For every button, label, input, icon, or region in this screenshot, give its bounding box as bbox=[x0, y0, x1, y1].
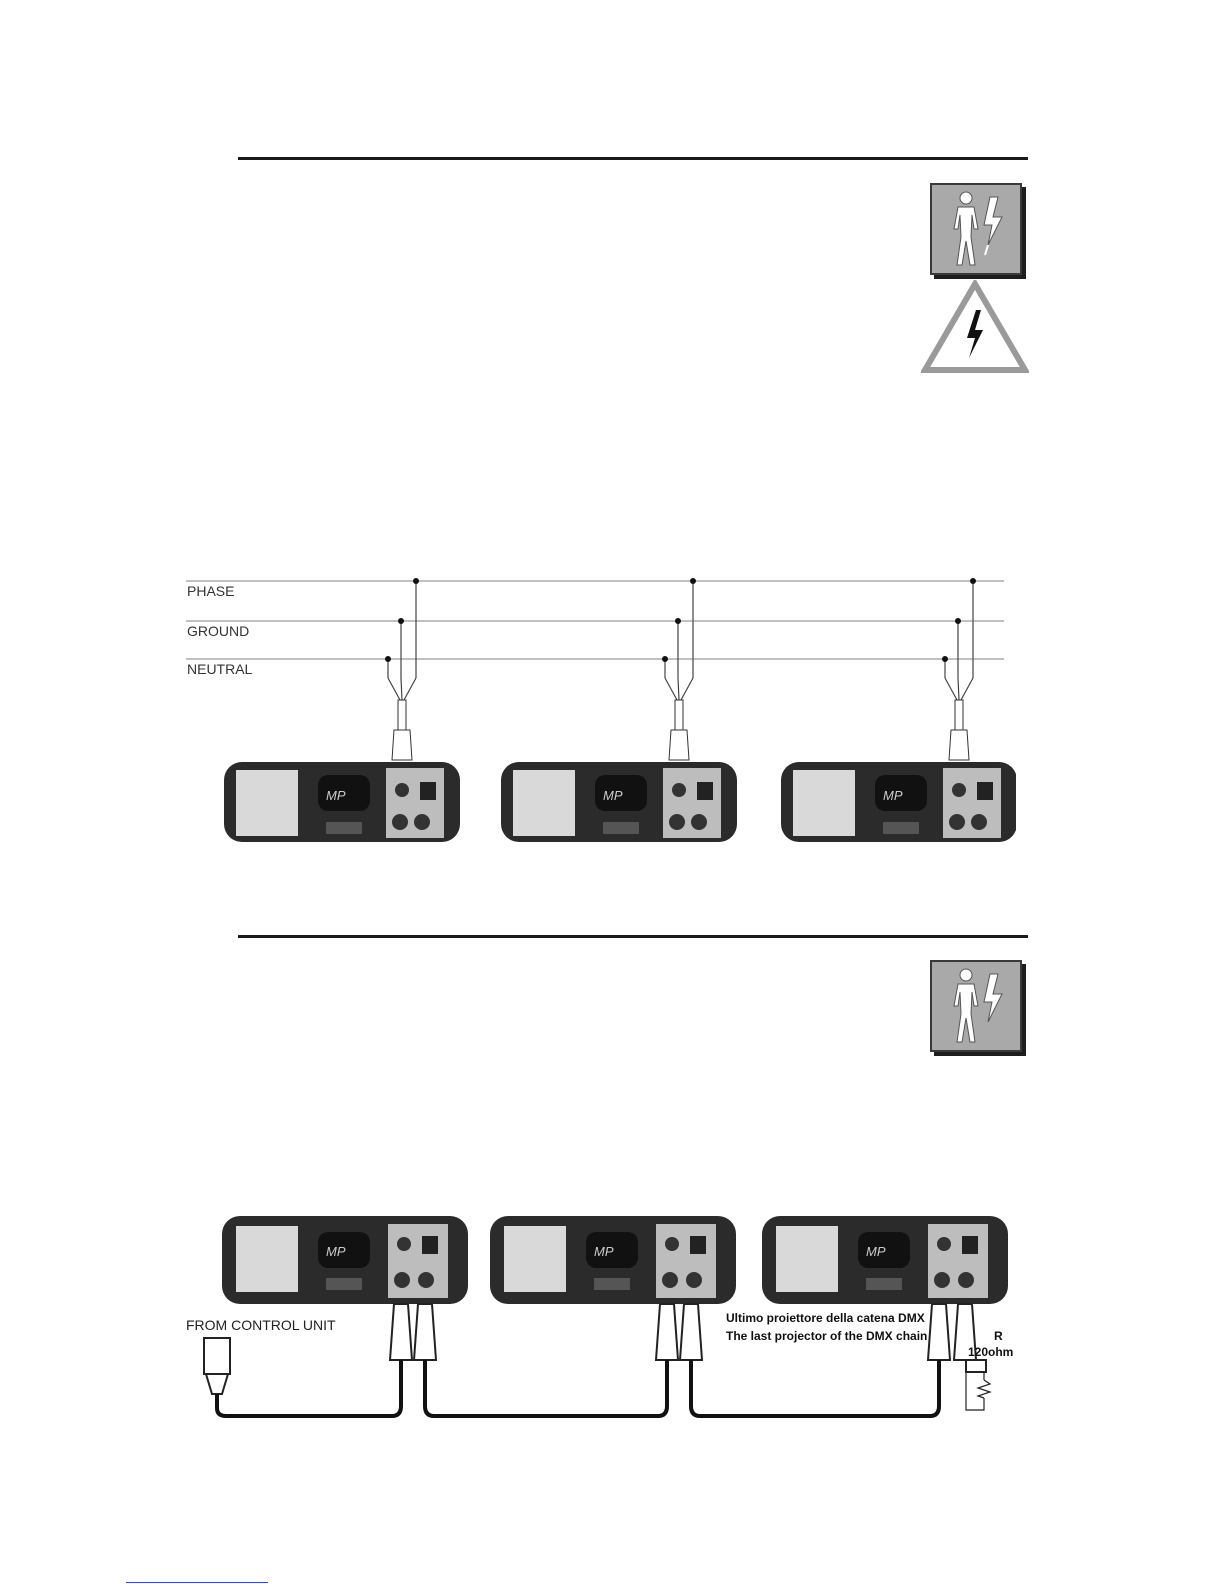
resistor-label: R bbox=[994, 1329, 1003, 1343]
dmx-plug-1b bbox=[414, 1304, 436, 1360]
resistor-value: 120ohm bbox=[968, 1345, 1014, 1359]
section-1-rule bbox=[238, 157, 1028, 160]
dmx-cable-3 bbox=[691, 1360, 939, 1416]
svg-text:MP: MP bbox=[866, 1244, 886, 1259]
footer-link-underline[interactable] bbox=[126, 1582, 268, 1583]
dmx-plug-2b bbox=[680, 1304, 702, 1360]
dmx-fixture-2 bbox=[490, 1216, 736, 1304]
control-unit-connector bbox=[204, 1338, 230, 1374]
neutral-label: NEUTRAL bbox=[187, 661, 253, 677]
dmx-plug-2a bbox=[656, 1304, 678, 1360]
high-voltage-warning-icon bbox=[921, 280, 1029, 379]
svg-text:MP: MP bbox=[594, 1244, 614, 1259]
fixture-1 bbox=[224, 578, 460, 842]
dmx-fixture-1 bbox=[222, 1216, 468, 1304]
dmx-cable-2 bbox=[425, 1360, 667, 1416]
from-control-unit-label: FROM CONTROL UNIT bbox=[186, 1317, 336, 1333]
fixture-3 bbox=[781, 578, 1016, 842]
phase-label: PHASE bbox=[187, 583, 235, 599]
section-2-rule bbox=[238, 935, 1028, 938]
power-connection-diagram bbox=[186, 560, 1016, 852]
fixture-2 bbox=[501, 578, 737, 842]
dmx-plug-1a bbox=[390, 1304, 412, 1360]
dmx-fixture-3 bbox=[762, 1216, 1008, 1304]
person-electric-shock-icon bbox=[930, 183, 1022, 275]
ground-label: GROUND bbox=[187, 623, 250, 639]
last-projector-label-it: Ultimo proiettore della catena DMX bbox=[726, 1311, 925, 1325]
person-electric-shock-icon-2 bbox=[930, 960, 1022, 1052]
svg-text:MP: MP bbox=[883, 788, 903, 803]
svg-text:MP: MP bbox=[603, 788, 623, 803]
svg-text:MP: MP bbox=[326, 1244, 346, 1259]
terminator-resistor bbox=[966, 1372, 990, 1410]
dmx-plug-3a bbox=[928, 1304, 950, 1360]
dmx-cable-1 bbox=[217, 1360, 401, 1416]
svg-text:MP: MP bbox=[326, 788, 346, 803]
last-projector-label-en: The last projector of the DMX chain bbox=[726, 1329, 928, 1343]
dmx-connection-diagram bbox=[186, 1210, 1036, 1430]
